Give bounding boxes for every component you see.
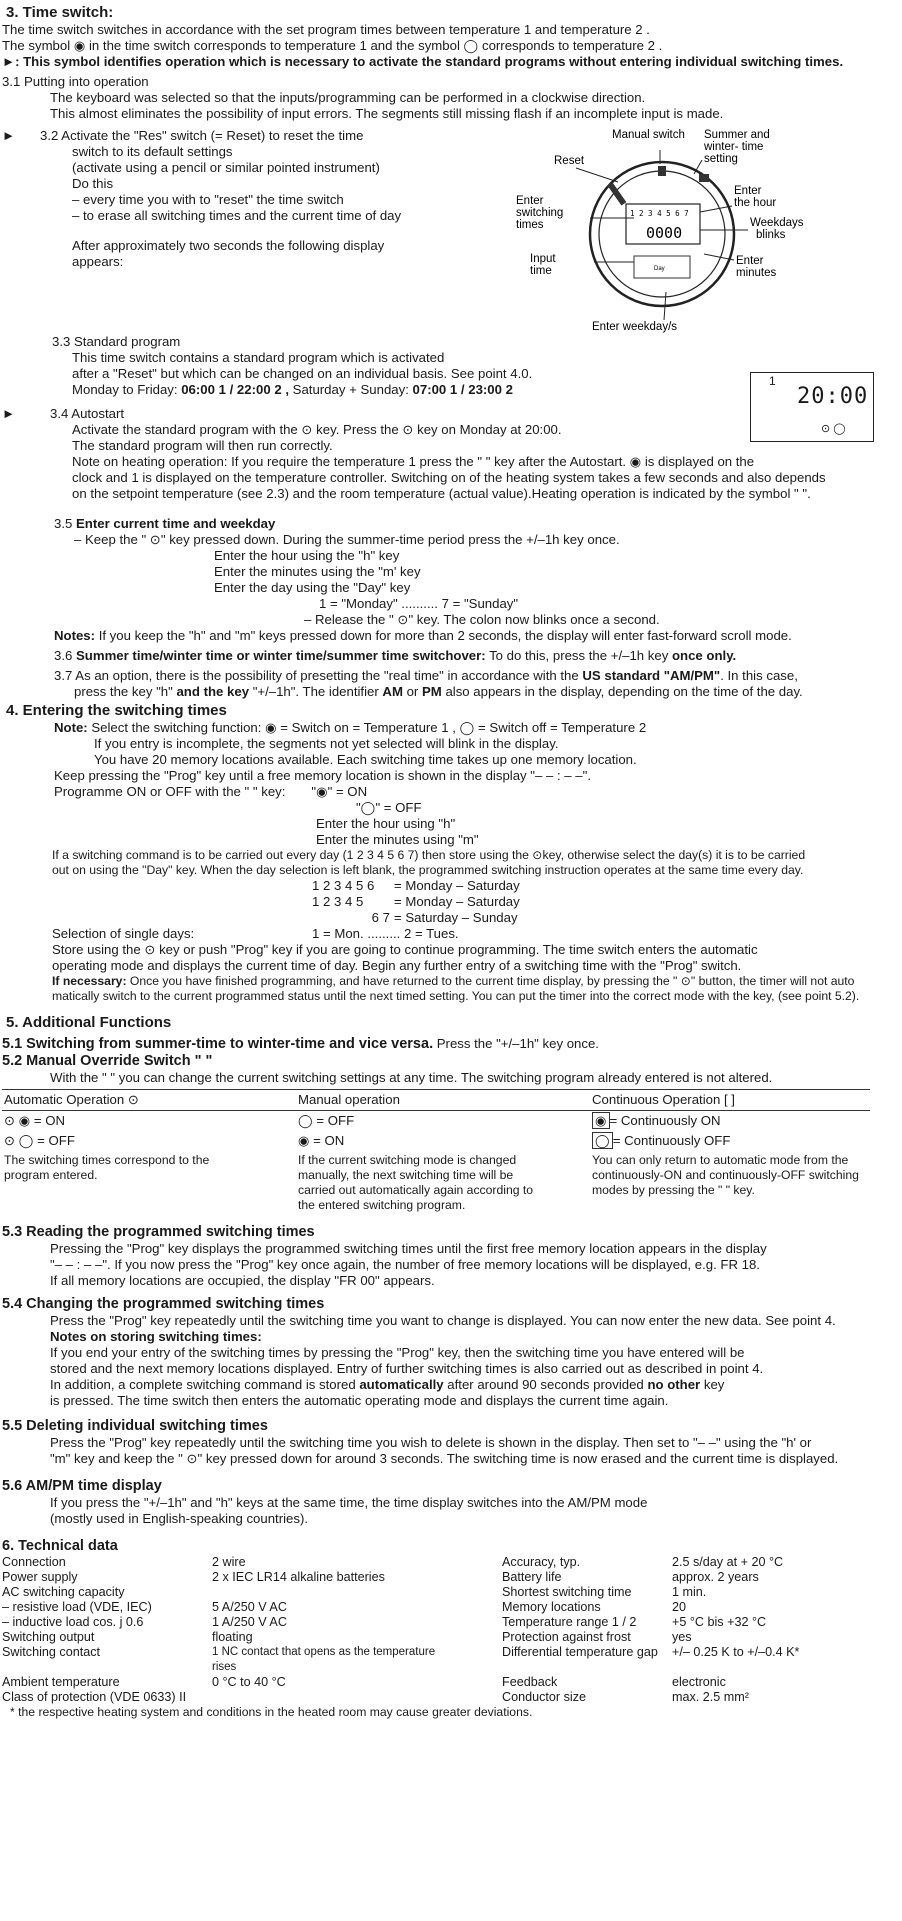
auto-off: ⊙ ◯ = OFF: [4, 1133, 75, 1148]
manual-off: ◯ = OFF: [298, 1113, 355, 1128]
s36-num: 3.6: [54, 648, 76, 663]
s4-line-13: [52, 974, 892, 989]
s37-2f: PM: [422, 684, 442, 699]
s4-line-5-text: Programme ON or OFF with the " " key:: [54, 784, 286, 799]
arrow-icon: ►: [2, 128, 16, 143]
s52-line-1: With the " " you can change the current switching settings at any time. The switching program already entered is not altered.: [50, 1070, 773, 1085]
tech-label: Differential temperature gap: [502, 1645, 658, 1659]
s4-line-7: Enter the hour using "h": [316, 816, 456, 831]
s37-line-2: [74, 684, 892, 700]
s32-line-6: – to erase all switching times and the current time of day: [72, 208, 402, 223]
s55-line-2: "m" key and keep the " ⊙" key pressed down for around 3 seconds. The switching time is now erased and the current time is displayed.: [50, 1451, 839, 1466]
s54-4b: automatically: [359, 1377, 444, 1392]
s37-2e: or: [402, 684, 422, 699]
s37-2g: also appears in the display, depending on the time of the day.: [441, 684, 803, 699]
s54-title: 5.4 Changing the programmed switching times: [2, 1296, 325, 1312]
s55-title: 5.5 Deleting individual switching times: [2, 1418, 268, 1434]
cont-on-symbol: ◉: [592, 1112, 610, 1129]
s35-line-4: Enter the day using the "Day" key: [214, 580, 411, 595]
cont-on-text: = Continuously ON: [609, 1113, 721, 1128]
s4-note-2: If you entry is incomplete, the segments not yet selected will blink in the display.: [94, 736, 559, 751]
dial-digits: 1 2 3 4 5 6 7: [630, 209, 689, 218]
s4-line-6: "◯" = OFF: [356, 800, 422, 815]
s4-note-1: [54, 720, 892, 736]
tech-value: 0 °C to 40 °C: [212, 1675, 286, 1689]
s4-note-3: You have 20 memory locations available. Each switching time takes up one memory location.: [94, 752, 637, 767]
s4-line-8: Enter the minutes using "m": [316, 832, 479, 847]
s4-single-value: 1 = Mon. ......... 2 = Tues.: [312, 926, 459, 941]
s36-line: [54, 648, 892, 664]
tech-value: 20: [672, 1600, 687, 1614]
s4-day-code: 6 7: [371, 910, 390, 925]
label-enter-hour: Enter the hour: [734, 185, 777, 209]
s4-day-row: [312, 894, 892, 910]
tech-value: [212, 1585, 462, 1600]
section-3-title: 3. Time switch:: [6, 4, 114, 21]
s55-line-1: Press the "Prog" key repeatedly until the switching time you wish to delete is shown in the display. Then set to "– –" using the "h' or: [50, 1435, 812, 1450]
tech-value: yes: [672, 1630, 692, 1644]
s34-line-4: clock and 1 is displayed on the temperature controller. Switching on of the heating system takes a few seconds and also depends: [72, 470, 826, 485]
s37-1b: US standard "AM/PM": [582, 668, 721, 683]
label-manual-switch: Manual switch: [612, 129, 685, 141]
s4-day-code: 1 2 3 4 5: [312, 894, 364, 909]
cont-on: [590, 1111, 870, 1132]
intro-line-3-text: : This symbol identifies operation which is necessary to activate the standard programs without entering individual switching times.: [15, 54, 844, 69]
tech-value: 2 wire: [212, 1555, 246, 1569]
tech-label: Switching output: [2, 1630, 95, 1644]
s32-line-1: [2, 128, 502, 144]
s32-line-3: (activate using a pencil or similar pointed instrument): [72, 160, 380, 175]
s33-line-1: This time switch contains a standard program which is activated: [72, 350, 445, 365]
tech-value: +5 °C bis +32 °C: [672, 1615, 767, 1629]
tech-label: – resistive load (VDE, IEC): [2, 1600, 152, 1614]
tech-label: Feedback: [502, 1675, 558, 1689]
s51-bold: 5.1 Switching from summer-time to winter-time and vice versa.: [2, 1036, 434, 1052]
tech-value: +/– 0.25 K to +/–0.4 K*: [672, 1645, 800, 1659]
s33-line-3-c: Saturday + Sunday:: [289, 382, 413, 397]
s32-line-7: After approximately two seconds the following display: [72, 238, 385, 253]
s54-line-5: is pressed. The time switch then enters the automatic operating mode and displays the current time again.: [50, 1393, 669, 1408]
tech-value: 2 x IEC LR14 alkaline batteries: [212, 1570, 385, 1584]
label-reset: Reset: [554, 155, 585, 167]
s32-line-1-text: 3.2 Activate the "Res" switch (= Reset) to reset the time: [40, 128, 364, 143]
s34-line-3: Note on heating operation: If you require the temperature 1 press the " " key after the Autostart. ◉ is displayed on the: [72, 454, 755, 469]
s4-days-list: [312, 878, 892, 926]
s31-line-1: The keyboard was selected so that the inputs/programming can be performed in a clockwise direction.: [50, 90, 646, 105]
label-enter-weekday: Enter weekday/s: [592, 321, 678, 333]
modes-table: [2, 1089, 870, 1215]
s4-line-14: matically switch to the current programmed status until the next timed setting. You can put the timer into the correct mode with the key, (see point 5.2).: [52, 989, 860, 1003]
s53-title: 5.3 Reading the programmed switching times: [2, 1224, 315, 1240]
s36-text: To do this, press the +/–1h key: [485, 648, 672, 663]
s37-2c: "+/–1h". The identifier: [249, 684, 383, 699]
s34-line-5: on the setpoint temperature (see 2.3) and the room temperature (actual value).Heating operation is indicated by the symbol " ".: [72, 486, 811, 501]
tech-value: 1 A/250 V AC: [212, 1615, 287, 1629]
s31-title: 3.1 Putting into operation: [2, 74, 149, 89]
s35-line-2: Enter the hour using the "h" key: [214, 548, 400, 563]
s4-day-row: [312, 910, 892, 926]
intro-line-1: The time switch switches in accordance with the set program times between temperature 1 and temperature 2 .: [2, 22, 650, 37]
tech-value: 1 NC contact that opens as the temperature rises: [212, 1646, 436, 1673]
s4-line-11: Store using the ⊙ key or push "Prog" key if you are going to continue programming. The time switch enters the automatic: [52, 942, 758, 957]
s36-bold: Summer time/winter time or winter time/summer time switchover:: [76, 648, 486, 663]
s4-line-12: operating mode and displays the current time of day. Begin any further entry of a switching time with the "Prog" switch.: [52, 958, 742, 973]
tech-label: Switching contact: [2, 1645, 101, 1659]
label-enter-switching: Enter switching times: [516, 195, 564, 231]
s52-title: 5.2 Manual Override Switch " ": [2, 1053, 213, 1069]
auto-note: The switching times correspond to the program entered.: [4, 1153, 210, 1182]
s54-line-4: [50, 1377, 892, 1393]
intro-line-3: [2, 54, 892, 70]
s35-notes-label: Notes:: [54, 628, 96, 643]
s32-line-4: Do this: [72, 176, 114, 191]
s35-title-text: Enter current time and weekday: [76, 516, 276, 531]
s4-line-10: out on using the "Day" key. When the day selection is left blank, the programmed switching instruction operates at the same time every day.: [52, 863, 804, 877]
tech-label: Accuracy, typ.: [502, 1555, 581, 1569]
s37-2a: press the key "h": [74, 684, 177, 699]
s37-2d: AM: [382, 684, 403, 699]
s32-line-5: – every time you with to "reset" the time switch: [72, 192, 344, 207]
dial-day: Day: [654, 266, 665, 272]
label-weekdays: Weekdays blinks: [750, 217, 804, 241]
s54-4e: key: [700, 1377, 725, 1392]
s37-1c: . In this case,: [720, 668, 798, 683]
s4-line-5-on: "◉" = ON: [311, 784, 368, 799]
s35-line-6: – Release the " ⊙" key. The colon now blinks once a second.: [304, 612, 660, 627]
s37-2b: and the key: [176, 684, 250, 699]
cont-off: [590, 1131, 870, 1151]
s32-line-2: switch to its default settings: [72, 144, 233, 159]
s37-line-1: [54, 668, 892, 684]
s4-day-text: = Monday – Saturday: [394, 878, 520, 893]
manual-note: If the current switching mode is changed manually, the next switching time will be carried out automatically again according to the entered switching program.: [298, 1153, 534, 1212]
s54-4a: In addition, a complete switching command is stored: [50, 1377, 360, 1392]
s4-day-text: = Monday – Saturday: [394, 894, 520, 909]
modes-header-row: [2, 1090, 870, 1111]
label-summer: Summer and winter- time setting: [704, 129, 770, 165]
cont-off-symbol: ◯: [592, 1132, 613, 1149]
s33-title: 3.3 Standard program: [52, 334, 181, 349]
s33-line-3-b: 06:00 1 / 22:00 2 ,: [181, 382, 289, 397]
arrow-icon: ►: [2, 406, 16, 421]
modes-header-manual: Manual operation: [296, 1090, 590, 1111]
s36-bold-2: once only.: [671, 648, 737, 663]
label-input-time: Input time: [530, 253, 556, 277]
tech-label: Protection against frost: [502, 1630, 631, 1644]
tech-value: 5 A/250 V AC: [212, 1600, 287, 1614]
s4-line-13-text: Once you have finished programming, and have returned to the current time display, by pressing the " ⊙" button, the timer will not auto: [126, 974, 855, 988]
lcd-symbols: ⊙ ◯: [821, 423, 846, 435]
tech-value: approx. 2 years: [672, 1570, 759, 1584]
s54-4d: no other: [647, 1377, 701, 1392]
s54-subtitle: Notes on storing switching times:: [50, 1329, 262, 1344]
s53-line-3: If all memory locations are occupied, the display "FR 00" appears.: [50, 1273, 435, 1288]
s51-text: Press the "+/–1h" key once.: [433, 1036, 599, 1051]
s54-line-3: stored and the next memory locations displayed. Entry of further switching times is also carried out as described in point 4.: [50, 1361, 764, 1376]
s4-single-label: Selection of single days:: [52, 926, 195, 941]
s53-line-2: "– – : – –". If you now press the "Prog" key once again, the number of free memory locations will be displayed, e.g. FR 18.: [50, 1257, 760, 1272]
cont-off-text: = Continuously OFF: [612, 1133, 731, 1148]
tech-label: Temperature range 1 / 2: [502, 1615, 637, 1629]
s35-line-3: Enter the minutes using the "m' key: [214, 564, 421, 579]
tech-label: – inductive load cos. j 0.6: [2, 1615, 144, 1629]
s54-line-2: If you end your entry of the switching times by pressing the "Prog" key, then the switching time you have entered will be: [50, 1345, 745, 1360]
s35-num: 3.5: [54, 516, 76, 531]
tech-label: Power supply: [2, 1570, 78, 1584]
tech-footnote: * the respective heating system and conditions in the heated room may cause greater deviations.: [10, 1705, 533, 1719]
s34-line-2: The standard program will then run correctly.: [72, 438, 333, 453]
section-5-title: 5. Additional Functions: [6, 1014, 172, 1031]
tech-label: Conductor size: [502, 1690, 586, 1704]
s33-line-2: after a "Reset" but which can be changed on an individual basis. See point 4.0.: [72, 366, 533, 381]
lcd-time: 20:00: [797, 384, 869, 409]
arrow-icon: ►: [2, 54, 16, 69]
s4-line-9: If a switching command is to be carried out every day (1 2 3 4 5 6 7) then store using the ⊙key, otherwise select the day(s) it is to be carried: [52, 848, 806, 862]
intro-line-2: The symbol ◉ in the time switch corresponds to temperature 1 and the symbol ◯ corresponds to temperature 2 .: [2, 38, 663, 53]
s4-single: [52, 926, 892, 942]
tech-label: Battery life: [502, 1570, 562, 1584]
s35-line-5: 1 = "Monday" .......... 7 = "Sunday": [319, 596, 519, 611]
cont-note: You can only return to automatic mode from the continuously-ON and continuously-OFF switching modes by pressing the " " key.: [592, 1153, 859, 1197]
s56-title: 5.6 AM/PM time display: [2, 1478, 162, 1494]
tech-data: [2, 1555, 892, 1705]
s51-line: [2, 1036, 892, 1052]
s53-line-1: Pressing the "Prog" key displays the programmed switching times until the first free memory location appears in the display: [50, 1241, 767, 1256]
tech-value: electronic: [672, 1675, 726, 1689]
lcd-cursor: 1: [769, 374, 776, 388]
manual-on: ◉ = ON: [298, 1133, 345, 1148]
auto-on: ⊙ ◉ = ON: [4, 1113, 66, 1128]
time-switch-diagram: [494, 122, 894, 334]
tech-label: AC switching capacity: [2, 1585, 125, 1599]
modes-header-continuous: Continuous Operation [ ]: [590, 1090, 870, 1111]
s34-title-text: 3.4 Autostart: [50, 406, 125, 421]
s54-line-1: Press the "Prog" key repeatedly until the switching time you want to change is displayed. You can now enter the new data. See point 4.: [50, 1313, 836, 1328]
section-4-title: 4. Entering the switching times: [6, 702, 227, 719]
s4-day-text: = Saturday – Sunday: [394, 910, 518, 925]
dial-time: 0000: [646, 224, 683, 242]
tech-label: Ambient temperature: [2, 1675, 120, 1689]
s56-line-2: (mostly used in English-speaking countries).: [50, 1511, 309, 1526]
tech-value: [212, 1690, 462, 1705]
s33-line-3-d: 07:00 1 / 23:00 2: [412, 382, 513, 397]
tech-label: Connection: [2, 1555, 66, 1569]
s35-notes: [54, 628, 892, 644]
modes-row-3: [2, 1151, 870, 1215]
s35-notes-text: If you keep the "h" and "m" keys pressed down for more than 2 seconds, the display will enter fast-forward scroll mode.: [95, 628, 792, 643]
s34-title: [2, 406, 874, 422]
s56-line-1: If you press the "+/–1h" and "h" keys at the same time, the time display switches into the AM/PM mode: [50, 1495, 648, 1510]
modes-row-1: [2, 1111, 870, 1132]
s35-line-1: – Keep the " ⊙" key pressed down. During the summer-time period press the +/–1h key once.: [74, 532, 620, 547]
s37-1a: 3.7 As an option, there is the possibility of presetting the "real time" in accordance with the: [54, 668, 583, 683]
s31-line-2: This almost eliminates the possibility of input errors. The segments still missing flash if an incomplete input is made.: [50, 106, 724, 121]
s4-note-label: Note:: [54, 720, 88, 735]
s34-line-1: Activate the standard program with the ⊙ key. Press the ⊙ key on Monday at 20:00.: [72, 422, 562, 437]
label-enter-minutes: Enter minutes: [736, 255, 777, 279]
modes-header-auto: Automatic Operation ⊙: [2, 1090, 296, 1111]
modes-row-2: [2, 1131, 870, 1151]
tech-value: 1 min.: [672, 1585, 707, 1599]
s33-line-3: [72, 382, 612, 398]
tech-label: Class of protection (VDE 0633) II: [2, 1690, 187, 1704]
s33-line-3-a: Monday to Friday:: [72, 382, 182, 397]
s32-s34-block: [2, 122, 892, 530]
section-6-title: 6. Technical data: [2, 1538, 118, 1554]
s4-day-row: [312, 878, 892, 894]
tech-value: max. 2.5 mm²: [672, 1690, 749, 1704]
tech-value: 2.5 s/day at + 20 °C: [672, 1555, 784, 1569]
s4-line-5: [54, 784, 892, 800]
tech-label: Shortest switching time: [502, 1585, 632, 1599]
s4-line-4: Keep pressing the "Prog" key until a free memory location is shown in the display "– – : – –".: [54, 768, 591, 783]
s4-day-code: 1 2 3 4 5 6: [312, 878, 375, 893]
tech-label: Memory locations: [502, 1600, 601, 1614]
tech-value: floating: [212, 1630, 253, 1644]
s4-if-necessary: If necessary:: [52, 974, 127, 988]
s32-line-8: appears:: [72, 254, 124, 269]
s54-4c: after around 90 seconds provided: [443, 1377, 648, 1392]
s4-note-1-text: Select the switching function: ◉ = Switch on = Temperature 1 , ◯ = Switch off = Temperature 2: [87, 720, 647, 735]
